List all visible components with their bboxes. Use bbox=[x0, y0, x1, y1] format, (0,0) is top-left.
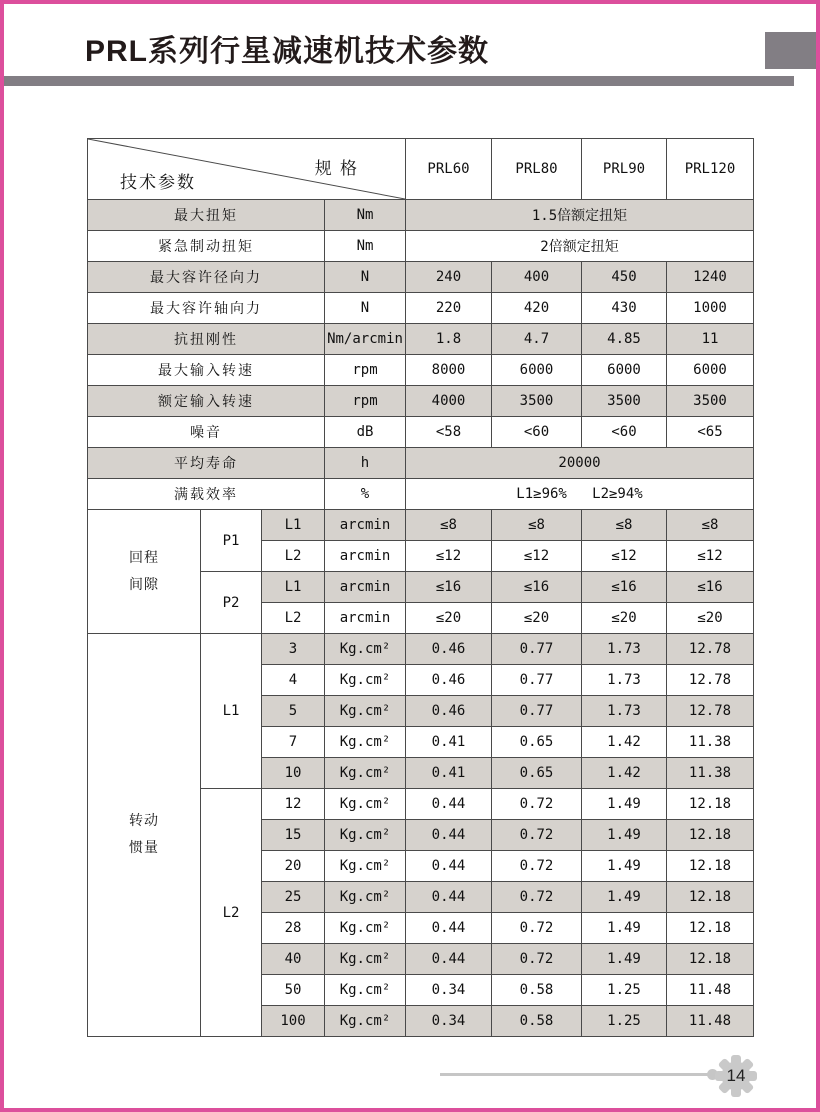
ratio-cell: 12 bbox=[262, 789, 325, 820]
value-cell: 0.65 bbox=[492, 727, 582, 758]
value-cell: 1.49 bbox=[582, 913, 667, 944]
param-label: 满载效率 bbox=[88, 479, 325, 510]
value-cell: 0.72 bbox=[492, 944, 582, 975]
unit-cell: Kg.cm² bbox=[325, 913, 406, 944]
ratio-cell: 15 bbox=[262, 820, 325, 851]
value-cell: 1.49 bbox=[582, 882, 667, 913]
value-cell: ≤20 bbox=[492, 603, 582, 634]
value-cell: <65 bbox=[667, 417, 754, 448]
value-cell: 3500 bbox=[492, 386, 582, 417]
value-cell: 0.41 bbox=[406, 758, 492, 789]
value-cell: 400 bbox=[492, 262, 582, 293]
value-cell: 11 bbox=[667, 324, 754, 355]
value-cell: 1000 bbox=[667, 293, 754, 324]
value-cell: 12.18 bbox=[667, 820, 754, 851]
unit-cell: % bbox=[325, 479, 406, 510]
value-cell: 1.49 bbox=[582, 820, 667, 851]
span-value-cell: 1.5倍额定扭矩 bbox=[406, 200, 754, 231]
value-cell: 420 bbox=[492, 293, 582, 324]
unit-cell: Kg.cm² bbox=[325, 727, 406, 758]
unit-cell: Kg.cm² bbox=[325, 696, 406, 727]
value-cell: 0.58 bbox=[492, 1006, 582, 1037]
param-label: 最大扭矩 bbox=[88, 200, 325, 231]
unit-cell: arcmin bbox=[325, 572, 406, 603]
page-number-badge bbox=[713, 1053, 759, 1099]
param-label: 抗扭刚性 bbox=[88, 324, 325, 355]
value-cell: 1.8 bbox=[406, 324, 492, 355]
value-cell: 3500 bbox=[582, 386, 667, 417]
value-cell: 1.73 bbox=[582, 696, 667, 727]
ratio-cell: 28 bbox=[262, 913, 325, 944]
group-label-inertia: 转动 惯量 bbox=[88, 634, 201, 1037]
value-cell: ≤20 bbox=[667, 603, 754, 634]
param-label: 噪音 bbox=[88, 417, 325, 448]
unit-cell: arcmin bbox=[325, 541, 406, 572]
value-cell: 11.38 bbox=[667, 758, 754, 789]
value-cell: ≤16 bbox=[406, 572, 492, 603]
value-cell: 0.72 bbox=[492, 913, 582, 944]
value-cell: 1.25 bbox=[582, 975, 667, 1006]
value-cell: 0.77 bbox=[492, 634, 582, 665]
param-label: 紧急制动扭矩 bbox=[88, 231, 325, 262]
param-label: 额定输入转速 bbox=[88, 386, 325, 417]
page-title: PRL系列行星减速机技术参数 bbox=[85, 35, 489, 68]
unit-cell: Kg.cm² bbox=[325, 789, 406, 820]
value-cell: ≤8 bbox=[667, 510, 754, 541]
value-cell: 220 bbox=[406, 293, 492, 324]
group-label-backlash: 回程 间隙 bbox=[88, 510, 201, 634]
value-cell: 6000 bbox=[582, 355, 667, 386]
value-cell: 430 bbox=[582, 293, 667, 324]
page-number: 14 bbox=[726, 1066, 746, 1085]
value-cell: ≤16 bbox=[492, 572, 582, 603]
ratio-cell: 100 bbox=[262, 1006, 325, 1037]
corner-label-spec: 规 格 bbox=[314, 159, 359, 178]
unit-cell: h bbox=[325, 448, 406, 479]
span-value-cell: L1≥96% L2≥94% bbox=[406, 479, 754, 510]
value-cell: 450 bbox=[582, 262, 667, 293]
unit-cell: Nm bbox=[325, 231, 406, 262]
value-cell: ≤12 bbox=[582, 541, 667, 572]
level-cell: L2 bbox=[262, 603, 325, 634]
ratio-cell: 4 bbox=[262, 665, 325, 696]
param-label: 平均寿命 bbox=[88, 448, 325, 479]
value-cell: <60 bbox=[582, 417, 667, 448]
value-cell: ≤8 bbox=[492, 510, 582, 541]
value-cell: 4.7 bbox=[492, 324, 582, 355]
value-cell: 1.42 bbox=[582, 727, 667, 758]
value-cell: 0.44 bbox=[406, 913, 492, 944]
ratio-cell: 3 bbox=[262, 634, 325, 665]
value-cell: 0.44 bbox=[406, 789, 492, 820]
value-cell: 240 bbox=[406, 262, 492, 293]
value-cell: ≤8 bbox=[406, 510, 492, 541]
value-cell: 0.44 bbox=[406, 944, 492, 975]
value-cell: 1.73 bbox=[582, 665, 667, 696]
value-cell: ≤20 bbox=[406, 603, 492, 634]
value-cell: 6000 bbox=[492, 355, 582, 386]
value-cell: 0.44 bbox=[406, 882, 492, 913]
column-header: PRL120 bbox=[667, 139, 754, 200]
value-cell: 0.72 bbox=[492, 851, 582, 882]
value-cell: 0.72 bbox=[492, 789, 582, 820]
ratio-cell: 5 bbox=[262, 696, 325, 727]
unit-cell: Kg.cm² bbox=[325, 944, 406, 975]
ratio-cell: 40 bbox=[262, 944, 325, 975]
value-cell: 1.49 bbox=[582, 789, 667, 820]
unit-cell: rpm bbox=[325, 355, 406, 386]
value-cell: ≤16 bbox=[582, 572, 667, 603]
value-cell: 0.58 bbox=[492, 975, 582, 1006]
spec-table bbox=[87, 138, 754, 1037]
span-value-cell: 20000 bbox=[406, 448, 754, 479]
unit-cell: Kg.cm² bbox=[325, 851, 406, 882]
value-cell: 4000 bbox=[406, 386, 492, 417]
value-cell: 11.38 bbox=[667, 727, 754, 758]
subgroup-label: P1 bbox=[201, 510, 262, 572]
ratio-cell: 50 bbox=[262, 975, 325, 1006]
value-cell: <58 bbox=[406, 417, 492, 448]
value-cell: 12.78 bbox=[667, 696, 754, 727]
corner-accent-square bbox=[765, 32, 816, 69]
unit-cell: rpm bbox=[325, 386, 406, 417]
level-cell: L2 bbox=[262, 541, 325, 572]
unit-cell: dB bbox=[325, 417, 406, 448]
unit-cell: Kg.cm² bbox=[325, 1006, 406, 1037]
value-cell: 0.77 bbox=[492, 665, 582, 696]
value-cell: 12.18 bbox=[667, 851, 754, 882]
value-cell: 0.72 bbox=[492, 820, 582, 851]
value-cell: ≤12 bbox=[492, 541, 582, 572]
value-cell: 0.65 bbox=[492, 758, 582, 789]
ratio-cell: 25 bbox=[262, 882, 325, 913]
subgroup-label: L1 bbox=[201, 634, 262, 789]
value-cell: 1.73 bbox=[582, 634, 667, 665]
unit-cell: Kg.cm² bbox=[325, 820, 406, 851]
value-cell: 1.42 bbox=[582, 758, 667, 789]
value-cell: ≤8 bbox=[582, 510, 667, 541]
unit-cell: Kg.cm² bbox=[325, 665, 406, 696]
value-cell: 0.46 bbox=[406, 634, 492, 665]
value-cell: 12.18 bbox=[667, 913, 754, 944]
unit-cell: arcmin bbox=[325, 510, 406, 541]
param-label: 最大输入转速 bbox=[88, 355, 325, 386]
unit-cell: Kg.cm² bbox=[325, 975, 406, 1006]
spec-table-body bbox=[88, 139, 754, 1037]
value-cell: 0.34 bbox=[406, 975, 492, 1006]
column-header: PRL90 bbox=[582, 139, 667, 200]
param-label: 最大容许径向力 bbox=[88, 262, 325, 293]
table-corner-cell bbox=[88, 139, 406, 200]
unit-cell: Nm bbox=[325, 200, 406, 231]
value-cell: 0.77 bbox=[492, 696, 582, 727]
unit-cell: N bbox=[325, 293, 406, 324]
value-cell: 1240 bbox=[667, 262, 754, 293]
unit-cell: Nm/arcmin bbox=[325, 324, 406, 355]
value-cell: 4.85 bbox=[582, 324, 667, 355]
level-cell: L1 bbox=[262, 572, 325, 603]
value-cell: 0.46 bbox=[406, 696, 492, 727]
value-cell: 12.78 bbox=[667, 665, 754, 696]
value-cell: 11.48 bbox=[667, 1006, 754, 1037]
value-cell: 3500 bbox=[667, 386, 754, 417]
unit-cell: arcmin bbox=[325, 603, 406, 634]
value-cell: 0.34 bbox=[406, 1006, 492, 1037]
value-cell: <60 bbox=[492, 417, 582, 448]
value-cell: 8000 bbox=[406, 355, 492, 386]
value-cell: 11.48 bbox=[667, 975, 754, 1006]
value-cell: ≤12 bbox=[406, 541, 492, 572]
value-cell: 12.18 bbox=[667, 944, 754, 975]
unit-cell: Kg.cm² bbox=[325, 634, 406, 665]
value-cell: 6000 bbox=[667, 355, 754, 386]
ratio-cell: 10 bbox=[262, 758, 325, 789]
value-cell: 1.49 bbox=[582, 851, 667, 882]
subgroup-label: P2 bbox=[201, 572, 262, 634]
value-cell: ≤20 bbox=[582, 603, 667, 634]
value-cell: 0.44 bbox=[406, 820, 492, 851]
ratio-cell: 20 bbox=[262, 851, 325, 882]
unit-cell: Kg.cm² bbox=[325, 882, 406, 913]
corner-label-params: 技术参数 bbox=[120, 173, 196, 192]
value-cell: ≤16 bbox=[667, 572, 754, 603]
value-cell: 1.49 bbox=[582, 944, 667, 975]
span-value-cell: 2倍额定扭矩 bbox=[406, 231, 754, 262]
value-cell: 12.18 bbox=[667, 882, 754, 913]
ratio-cell: 7 bbox=[262, 727, 325, 758]
column-header: PRL60 bbox=[406, 139, 492, 200]
subgroup-label: L2 bbox=[201, 789, 262, 1037]
unit-cell: N bbox=[325, 262, 406, 293]
level-cell: L1 bbox=[262, 510, 325, 541]
value-cell: 0.72 bbox=[492, 882, 582, 913]
column-header: PRL80 bbox=[492, 139, 582, 200]
unit-cell: Kg.cm² bbox=[325, 758, 406, 789]
value-cell: 0.46 bbox=[406, 665, 492, 696]
title-underline-bar bbox=[4, 76, 794, 86]
value-cell: 0.41 bbox=[406, 727, 492, 758]
footer-rule bbox=[440, 1073, 712, 1076]
value-cell: 1.25 bbox=[582, 1006, 667, 1037]
value-cell: 12.78 bbox=[667, 634, 754, 665]
value-cell: ≤12 bbox=[667, 541, 754, 572]
value-cell: 0.44 bbox=[406, 851, 492, 882]
value-cell: 12.18 bbox=[667, 789, 754, 820]
param-label: 最大容许轴向力 bbox=[88, 293, 325, 324]
